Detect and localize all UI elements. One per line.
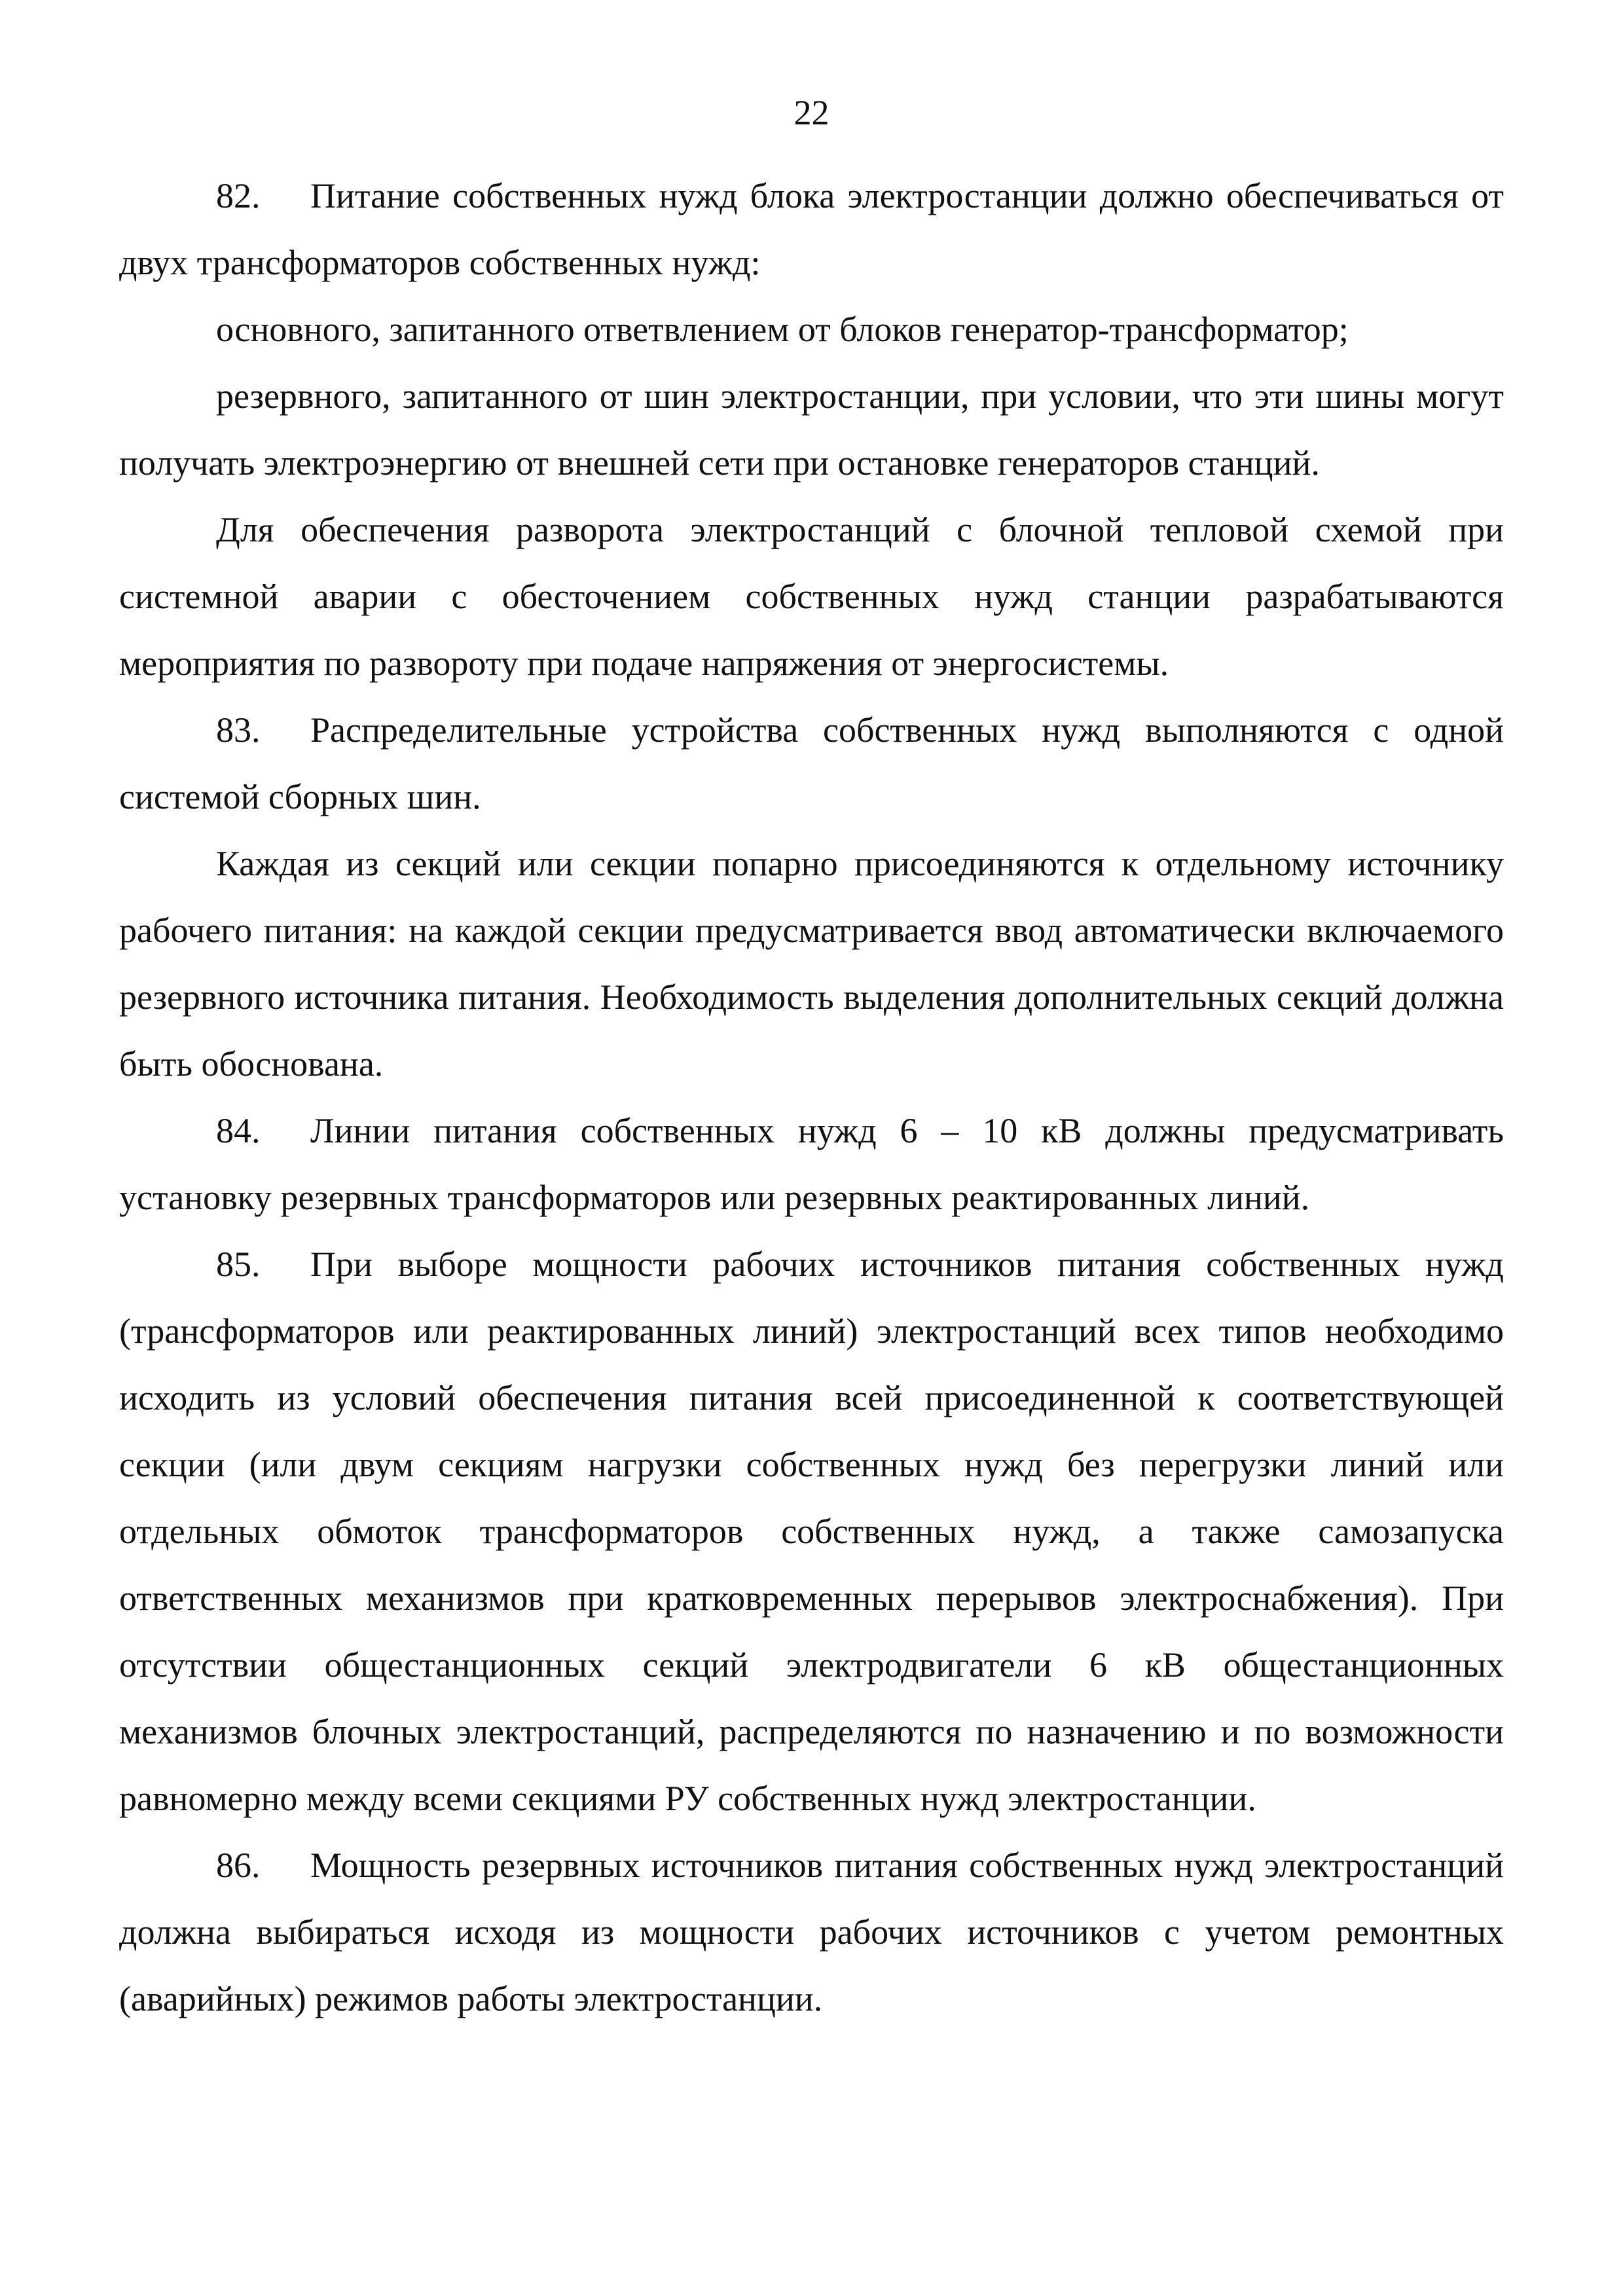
clause-number: 84. [216,1111,261,1150]
paragraph-text: Линии питания собственных нужд 6 – 10 кВ должны предусматривать установку резервных трансформаторов или резервных реактированных линий. [119,1111,1504,1217]
page-number: 22 [793,93,830,132]
document-body [119,162,1504,2032]
paragraph-text: Мощность резервных источников питания собственных нужд электростанций должна выбираться исходя из мощности рабочих источников с учетом ремонтных (аварийных) режимов работы электростанции. [119,1846,1504,2018]
paragraph-83 [119,697,1504,830]
paragraph-text: основного, запитанного ответвлением от блоков генератор-трансформатор; [216,310,1349,349]
paragraph-85 [119,1231,1504,1832]
paragraph-86 [119,1832,1504,2032]
paragraph-text: Для обеспечения разворота электростанций с блочной тепловой схемой при системной аварии с обесточением собственных нужд станции разрабатываются мероприятия по развороту при подаче напряжения от энергосистемы. [119,510,1504,683]
clause-number: 83. [216,710,261,750]
paragraph-text: При выборе мощности рабочих источников питания собственных нужд (трансформаторов или реактированных линий) электростанций всех типов необходимо исходить из условий обеспечения питания всей присоединенной к соответствующей секции (или двум секциям нагрузки собственных нужд без перегрузки линий или отдельных обмоток трансформаторов собственных нужд, а также самозапуска ответственных механизмов при кратковременных перерывов электроснабжения). При отсутствии общестанционных секций электродвигатели 6 кВ общестанционных механизмов блочных электростанций, распределяются по назначению и по возможности равномерно между всеми секциями РУ собственных нужд электростанции. [119,1245,1504,1818]
paragraph-text: Каждая из секций или секции попарно присоединяются к отдельному источнику рабочего питания: на каждой секции предусматривается ввод автоматически включаемого резервного источника питания. Необходимость выделения дополнительных секций должна быть обоснована. [119,844,1504,1084]
paragraph-text: Распределительные устройства собственных нужд выполняются с одной системой сборных шин. [119,710,1504,816]
clause-number: 86. [216,1846,261,1885]
paragraph-main-transformer [119,296,1504,363]
paragraph-82 [119,162,1504,296]
paragraph-text: Питание собственных нужд блока электростанции должно обеспечиваться от двух трансформаторов собственных нужд: [119,176,1504,282]
paragraph-sections [119,830,1504,1097]
paragraph-startup-measures [119,496,1504,697]
clause-number: 82. [216,176,261,215]
clause-number: 85. [216,1245,261,1284]
paragraph-reserve-transformer [119,363,1504,496]
paragraph-text: резервного, запитанного от шин электростанции, при условии, что эти шины могут получать электроэнергию от внешней сети при остановке генераторов станций. [119,376,1504,483]
paragraph-84 [119,1097,1504,1231]
